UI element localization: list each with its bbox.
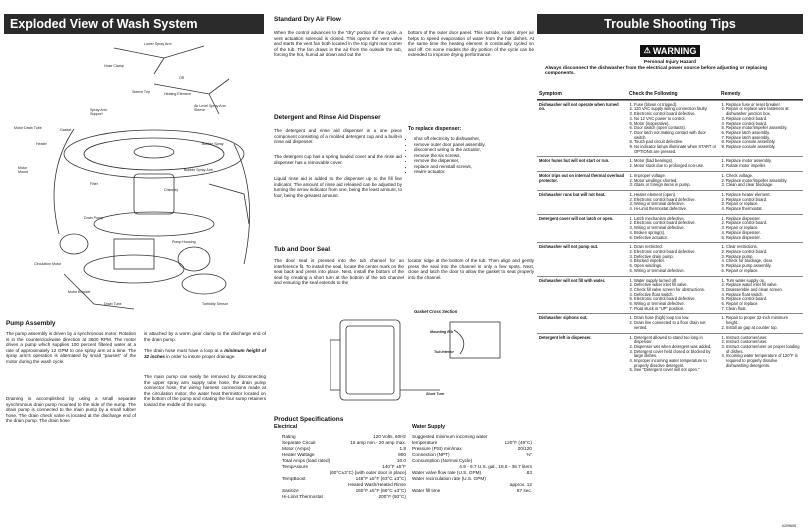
rinse-text-3: Liquid rinse aid is added to the dispenser up to the fill line indicator. The amount of rinse aid released can be adjusted by turning the arrow indicator from one, being the least amount, to four, being the greatest amount. xyxy=(274,176,402,198)
left-title: Exploded View of Wash System xyxy=(4,14,264,34)
symptom-cell: Dishwasher will not pump out. xyxy=(539,244,599,250)
pump-text-1: The pump assembly is driven by a synchronous motor. Rotation is in the counterclockwise direction at 3600 RPM. The motor drives a pump which supplies 100 percent filtered water at a rate of approximately 12 GPM to one spray arm at a time. The spray arm's operation is alternated by small "pauses" of the motor during the wash cycle. xyxy=(6,331,136,364)
remedy-cell-item: 1. Replace fuse or reset breaker. xyxy=(726,103,801,108)
diagram-label: Heating Element xyxy=(164,92,191,96)
water-row: Water fill time 87 sec. xyxy=(412,488,532,493)
spec-list xyxy=(282,434,406,500)
replace-step: • disconnect wiring to the actuator, xyxy=(414,147,534,153)
diagram-label: Motor Bracket xyxy=(68,290,91,294)
replace-step: • replace and reinstall screws, xyxy=(414,164,534,170)
check-cell xyxy=(627,157,719,170)
check-cell-item: 3. Defective drain pump. xyxy=(634,255,717,260)
remedy-cell-item: 5. Replace pump assembly. xyxy=(726,264,801,269)
pump-text-2: Draining is accomplished by using a small separate synchronous drain pump mounted to the side of the sump. The drain pump is connected to the main pump by a small rubber hose. The drain check valve is located at the discharge end of the drain pump. The drain hose xyxy=(6,396,136,423)
diagram-label: Bubble Spray xyxy=(202,142,224,146)
remedy-cell-item: 3. Repair or replace. xyxy=(726,226,801,231)
seal-label: Tub Interior xyxy=(434,350,454,354)
warning-subtitle: Personal Injury Hazard xyxy=(644,60,696,65)
diagram-label: Lower Spray Arm xyxy=(144,42,172,46)
remedy-cell-item: 2. Install air gap at counter top. xyxy=(726,326,801,331)
spec-row: Rating 120 Volts, 60Hz xyxy=(282,434,406,439)
replace-step: • shut off electricity to dishwasher, xyxy=(414,136,534,142)
diagram-label: Air Level Spray Arm Sleeve xyxy=(194,104,226,112)
check-cell-item: 6. Wiring or terminal defective. xyxy=(634,302,717,307)
remedy-cell-item: 4. Replace float switch. xyxy=(726,293,801,298)
water-row: approx. 12 xyxy=(509,482,532,487)
check-cell-item: 2. Dispenser wet when detergent was added. xyxy=(634,345,717,350)
check-cell-item: 2. Electronic control board defective. xyxy=(634,198,717,203)
check-cell-item: 1. Detergent allowed to stand too long in dispenser. xyxy=(634,336,717,345)
remedy-cell-item: 2. Replace control board. xyxy=(726,250,801,255)
check-cell-item: 9. No indicator lamps illuminate when START or OPTIONS are pressed. xyxy=(634,145,717,154)
remedy-cell-item: 3. Instruct customer/user on proper loading of dishes. xyxy=(726,345,801,354)
check-cell xyxy=(627,277,719,314)
rinse-heading: Detergent and Rinse Aid Dispenser xyxy=(274,114,381,121)
check-cell-item: 2. Electronic control board defective. xyxy=(634,221,717,226)
check-cell-item: 3. Electronic control board defective. xyxy=(634,112,717,117)
symptom-cell: Detergent left in dispenser. xyxy=(539,334,592,340)
symptom-cell: Detergent cover will not latch or open. xyxy=(539,215,614,221)
check-cell-item: 5. Open windings. xyxy=(634,264,717,269)
remedy-cell-item: 3. Clean and clear blockage. xyxy=(726,183,801,188)
table-row xyxy=(537,190,803,214)
header-check: Check the Following xyxy=(629,91,678,97)
water-row: Connection (NPT) ⅜" xyxy=(412,452,532,457)
remedy-cell-item: 7. Clean float. xyxy=(726,307,801,312)
remedy-cell-item: 2. Repair or replace wire fasteners at dishwasher junction box. xyxy=(726,107,801,116)
diagram-label: Motor Mount xyxy=(18,166,28,174)
remedy-cell-item: 2. Replace control board. xyxy=(726,198,801,203)
pump-text-5: The main pump can easily be removed by disconnecting the upper spray arm supply tube hose, the drain pump connector hose, the wiring harness connections made at the circulation motor, the water heat thermistor located on the bottom of the pump and rotating the four sump retainers toward the middle of the sump. xyxy=(144,374,266,407)
spec-row: (60°C±3°C) [with outer door in place] xyxy=(329,470,406,475)
check-cell-item: 8. Touch pad circuit defective. xyxy=(634,140,717,145)
warning-triangle-icon: ⚠ xyxy=(643,46,651,55)
remedy-cell-item: 2. Replace motor/impeller assembly. xyxy=(726,179,801,184)
diagram-label: Chimney xyxy=(164,188,179,192)
check-cell-item: 4. No 12 VAC power to control. xyxy=(634,117,717,122)
symptom-cell: Dishwasher siphons out. xyxy=(539,315,588,321)
seal-diagram xyxy=(330,310,530,410)
symptom-cell: Dishwasher will not operate when turned on. xyxy=(539,101,619,112)
spec-row: Heated Wash/Heated Rinse xyxy=(348,482,406,487)
check-cell-item: 2. Defective water inlet fill valve. xyxy=(634,283,717,288)
replace-step: • rewire actuator. xyxy=(414,169,534,175)
remedy-cell-item: 4. Replace control board. xyxy=(726,122,801,127)
check-cell xyxy=(627,191,719,214)
airflow-text-2: bottom of the outer door panel. This outside, cooler, dryer air helps to speed evaporation of water from the hot dishes. At the same time the heating element is continually cycled on and off. On some models the dry portion of the cycle can be extended to improve drying performance. xyxy=(408,30,534,57)
check-cell-item: 5. Electronic control board defective. xyxy=(634,297,717,302)
rinse-text-2: The detergent cup has a spring loaded cover and the rinse aid dispenser has a removable cover. xyxy=(274,154,402,165)
seal-label: Gasket Cross Section xyxy=(414,309,458,314)
check-cell-item: 1. Motor (bad bearings). xyxy=(634,159,717,164)
troubleshooting-table xyxy=(537,90,803,375)
remedy-cell-item: 3. Disassemble and clean screen. xyxy=(726,288,801,293)
remedy-cell-item: 9. Replace console assembly. xyxy=(726,145,801,150)
spec-row: Total Amps (load rated) 10.0 xyxy=(282,458,406,463)
spec-heading: Product Specifications xyxy=(274,416,344,423)
pump-text-4 xyxy=(144,348,266,359)
airflow-text-1: When the control advances to the "dry" portion of the cycle, a vent actuation solenoid is closed. This opens the vent valve and starts the vent fan both located in the top right rear corner of the tub. The fan draws in the air from the outside the tub, forcing the hot, humid air down and out the xyxy=(274,30,402,57)
water-list xyxy=(412,434,532,494)
pump-heading: Pump Assembly xyxy=(6,320,56,327)
spec-row: Separate Circuit 15 amp min.- 20 amp max. xyxy=(282,440,406,445)
remedy-cell xyxy=(719,101,803,157)
seal-heading: Tub and Door Seal xyxy=(274,246,330,253)
remedy-cell xyxy=(719,191,803,214)
warning-text: Always disconnect the dishwasher from the electrical power source before adjusting or replacing components. xyxy=(545,66,768,76)
check-cell-item: 2. 120 VAC supply wiring connection faulty. xyxy=(634,107,717,112)
remedy-cell-item: 2. Replace control board. xyxy=(726,221,801,226)
warning-box xyxy=(537,40,803,76)
check-cell-item: 1. Fuse (blown or tripped). xyxy=(634,103,717,108)
water-row: 4.9 - 9.7 U.S. gal., 18.5 - 36.7 liters xyxy=(459,464,532,469)
table-row xyxy=(537,242,803,275)
remedy-cell xyxy=(719,215,803,243)
diagram-label: Bubble Spray Arm xyxy=(184,168,213,172)
symptom-cell: Dishwasher runs but will not heat. xyxy=(539,191,606,197)
check-cell-item: 5. Motor (inoperative). xyxy=(634,122,717,127)
remedy-cell-item: 2. Replace water inlet fill valve. xyxy=(726,283,801,288)
check-cell xyxy=(627,334,719,376)
remedy-cell-item: 1. Repair to proper 32-inch minimum height. xyxy=(726,316,801,325)
check-cell-item: 6. Door switch (open contacts). xyxy=(634,126,717,131)
remedy-cell-item: 1. Check voltage. xyxy=(726,174,801,179)
check-cell-item: 3. Glass or foreign items in pump. xyxy=(634,183,717,188)
spec-row: Hi-Limit Thermostat 200°F (93°C) xyxy=(282,494,406,499)
check-cell xyxy=(627,101,719,157)
remedy-cell-item: 4. Replace dispenser. xyxy=(726,231,801,236)
check-cell-item: 4. Defective float switch. xyxy=(634,293,717,298)
replace-step: • remove the six screws, xyxy=(414,153,534,159)
remedy-cell-item: 1. Replace dispenser. xyxy=(726,217,801,222)
water-row: temperature 120°F (49°C) xyxy=(412,440,532,445)
remedy-cell-item: 1. Replace motor assembly. xyxy=(726,159,801,164)
diagram-label: Spray Arm Support xyxy=(90,108,107,116)
replace-heading: To replace dispenser: xyxy=(408,126,462,132)
check-cell-item: 1. Drain restricted. xyxy=(634,245,717,250)
remedy-cell-item: 1. Replace heater element. xyxy=(726,193,801,198)
water-row: Water valve flow rate (U.S. GPM) .83 xyxy=(412,470,532,475)
check-cell-item: 6. Wiring or terminal defective. xyxy=(634,269,717,274)
check-cell xyxy=(627,172,719,190)
warning-badge xyxy=(640,45,701,57)
check-cell-item: 4. Improper incoming water temperature to properly dissolve detergent. xyxy=(634,359,717,368)
check-cell xyxy=(627,243,719,275)
seal-text-1: The door seal is pressed into the tub channel for an interference fit. To install the seal, locate the center mark on the seal back and press into place. Next, install the bottom of the seal by creating a short turn at the bottom of the tub channel and ensuring the seal extends to the xyxy=(274,258,404,285)
table-header xyxy=(537,90,803,100)
diagram-label: Filter xyxy=(90,182,98,186)
spec-row: Heater Wattage 900 xyxy=(282,452,406,457)
remedy-cell-item: 2. Rotate motor impeller. xyxy=(726,164,801,169)
pump-loop-text: The drain hose must have a loop at a xyxy=(144,348,223,353)
diagram-label: Drain Pump xyxy=(84,216,103,220)
check-cell xyxy=(627,314,719,332)
symptom-cell: Motor trips out on internal thermal overload protector. xyxy=(539,172,625,183)
check-cell-item: 1. Water supply turned off. xyxy=(634,279,717,284)
check-cell-item: 4. Broken spring(s). xyxy=(634,231,717,236)
remedy-cell-item: 8. Replace console assembly. xyxy=(726,140,801,145)
footer-code: 0209605 xyxy=(782,524,796,528)
check-cell-item: 2. Motor stuck due to prolonged non-use. xyxy=(634,164,717,169)
check-cell-item: 7. Float stuck in "UP" position. xyxy=(634,307,717,312)
wash-system-drawing xyxy=(4,34,266,316)
seal-label: Short Turn xyxy=(426,392,445,396)
symptom-cell: Dishwasher will not fill with water. xyxy=(539,277,606,283)
diagram-label: Circulation Motor xyxy=(34,262,62,266)
remedy-cell-item: 6. Replace latch assembly. xyxy=(726,131,801,136)
spec-row: TempAssure 140°F ±5°F xyxy=(282,464,406,469)
seal-text-2: locator ridge at the bottom of the tub. Then align and gently press the seal into the channel in only a few spots. Next, close and latch the door to allow the gasket to seat properly into the channel. xyxy=(408,258,534,280)
check-cell-item: 4. Hi-Limit thermostat defective. xyxy=(634,207,717,212)
remedy-cell-item: 6. Repair or replace. xyxy=(726,302,801,307)
seal-label: Mounting Rib xyxy=(430,330,453,334)
diagram-label: Drain Tube xyxy=(104,302,122,306)
water-row: Suggested minimum incoming water xyxy=(412,434,488,439)
rinse-text-1: The detergent and rinse aid dispenser is a one piece component consisting of a molded detergent cup and a built-in rinse aid dispenser. xyxy=(274,128,402,144)
table-row xyxy=(537,171,803,190)
remedy-cell xyxy=(719,243,803,275)
remedy-cell-item: 1. Turn water supply on. xyxy=(726,279,801,284)
table-row xyxy=(537,313,803,332)
diagram-label: Gasket xyxy=(60,128,72,132)
diagram-label: Heater xyxy=(36,142,47,146)
header-symptom: Symptom xyxy=(539,91,562,97)
water-heading: Water Supply xyxy=(412,424,445,430)
remedy-cell-item: 1. Instruct customer/user. xyxy=(726,336,801,341)
check-cell-item: 3. Wiring or terminal defective. xyxy=(634,202,717,207)
remedy-cell-item: 3. Replace pump. xyxy=(726,255,801,260)
header-remedy: Remedy xyxy=(721,91,741,97)
remedy-cell-item: 4. Check for blockage, clear. xyxy=(726,259,801,264)
diagram-label: Sleeve Trip xyxy=(132,90,150,94)
exploded-diagram xyxy=(4,34,266,316)
table-row xyxy=(537,214,803,243)
check-cell-item: 1. Latch mechanism defective. xyxy=(634,217,717,222)
check-cell-item: 3. Check fill valve screen for obstructions. xyxy=(634,288,717,293)
pump-text-3: is attached by a worm gear clamp to the discharge end of the drain pump. xyxy=(144,331,266,342)
diagram-label: OR xyxy=(179,76,185,80)
diagram-label: Pump Housing xyxy=(172,240,196,244)
remedy-cell-item: 3. Replace control board. xyxy=(726,117,801,122)
remedy-cell xyxy=(719,277,803,314)
pump-loop-text-end: in order to insure proper drainage. xyxy=(166,353,236,359)
remedy-cell xyxy=(719,334,803,376)
check-cell-item: 1. Heater element (open). xyxy=(634,193,717,198)
check-cell-item: 2. Drain line connected to a floor drain not vented. xyxy=(634,321,717,330)
check-cell-item: 1. Improper voltage. xyxy=(634,174,717,179)
remedy-cell-item: 6. Repair or replace. xyxy=(726,269,801,274)
check-cell xyxy=(627,215,719,243)
table-row xyxy=(537,333,803,376)
symptom-cell: Motor hums but will not start or run. xyxy=(539,158,610,164)
diagram-label: Hose Clamp xyxy=(104,64,124,68)
check-cell-item: 5. See "Detergent cover will not open." xyxy=(634,368,717,373)
remedy-cell-item: 3. Repair or replace. xyxy=(726,202,801,207)
check-cell-item: 4. Blocked impeller. xyxy=(634,259,717,264)
remedy-cell-item: 5. Replace dispenser. xyxy=(726,236,801,241)
spec-subheading: Electrical xyxy=(274,424,298,430)
remedy-cell-item: 4. Replace thermostat. xyxy=(726,207,801,212)
airflow-heading: Standard Dry Air Flow xyxy=(274,16,341,23)
replace-step: • remove the dispenser, xyxy=(414,158,534,164)
spec-row: Sanitize 150°F ±5°F (66°C ±3°C) xyxy=(282,488,406,493)
remedy-cell-item: 1. Clear restrictions. xyxy=(726,245,801,250)
remedy-cell-item: 2. Instruct customer/user. xyxy=(726,340,801,345)
pump-loop-height: minimum height of 32 inches xyxy=(144,348,266,359)
remedy-cell-item: 7. Replace latch assembly. xyxy=(726,136,801,141)
remedy-cell xyxy=(719,157,803,170)
table-row xyxy=(537,156,803,170)
check-cell-item: 1. Drain hose (high) loop too low. xyxy=(634,316,717,321)
remedy-cell-item: 5. Replace control board. xyxy=(726,297,801,302)
table-row xyxy=(537,276,803,314)
check-cell-item: 3. Detergent cover held closed or blocked by large dishes. xyxy=(634,350,717,359)
water-row: Consumption (Normal Cycle) xyxy=(412,458,473,463)
remedy-cell-item: 5. Replace motor/impeller assembly. xyxy=(726,126,801,131)
right-title: Trouble Shooting Tips xyxy=(537,14,803,34)
water-row: Water recirculation rate (U.S. GPM) xyxy=(412,476,486,481)
warning-label: WARNING xyxy=(652,45,697,56)
replace-steps xyxy=(408,136,534,175)
check-cell-item: 5. Defective actuator. xyxy=(634,236,717,241)
diagram-label: Turbidity Sensor xyxy=(202,302,229,306)
check-cell-item: 2. Electronic control board defective. xyxy=(634,250,717,255)
spec-row: TempBoost 145°F ±5°F (63°C ±3°C) xyxy=(282,476,406,481)
replace-step: • remove outer door panel assembly, xyxy=(414,142,534,148)
remedy-cell xyxy=(719,314,803,332)
check-cell-item: 7. Door latch not making contact with door switch. xyxy=(634,131,717,140)
table-row xyxy=(537,100,803,157)
check-cell-item: 2. Motor windings shorted. xyxy=(634,179,717,184)
remedy-cell-item: 4. Incoming water temperature of 120°F is required to properly dissolve dishwashing detergents. xyxy=(726,354,801,368)
check-cell-item: 3. Wiring or terminal defective. xyxy=(634,226,717,231)
remedy-cell xyxy=(719,172,803,190)
water-row: Pressure (PSI) min/max 20/120 xyxy=(412,446,532,451)
spec-row: Motor (Amps) 1.8 xyxy=(282,446,406,451)
diagram-label: Motor Drain Tube xyxy=(14,126,42,130)
